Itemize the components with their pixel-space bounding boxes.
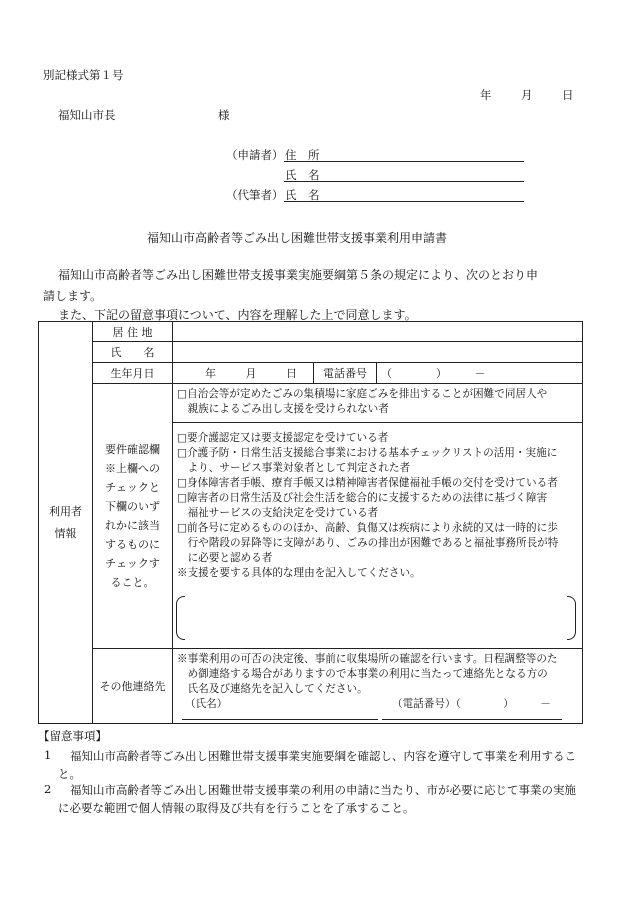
- requirements-title: 要件確認欄: [105, 443, 160, 456]
- user-info-table: [38, 321, 583, 724]
- side-label-line-1: 利用者: [49, 504, 82, 518]
- req-note-6: チェックす: [105, 557, 160, 570]
- applicant-address-label: 住 所: [285, 148, 320, 162]
- req-note-2: チェックと: [105, 481, 160, 494]
- phone-field[interactable]: （ ） －: [377, 363, 583, 384]
- birth-day: 日: [286, 367, 297, 380]
- date-day: 日: [562, 88, 574, 102]
- other-contact-line-2: め御連絡する場合がありますので本事業の利用に当たって連絡先となる方の: [177, 668, 548, 680]
- condition-other-cont-1: 行や階段の昇降等に支障があり、ごみの排出が困難であると福祉事務所長が特: [177, 537, 559, 549]
- proxy-name-label: 氏 名: [285, 188, 320, 202]
- bracket-left: [176, 596, 185, 640]
- side-label-line-2: 情報: [54, 526, 77, 540]
- contact-phone-line[interactable]: [382, 719, 562, 720]
- reason-note: ※支援を要する具体的な理由を記入してください。: [177, 567, 421, 579]
- condition-disability-service-cont: 福祉サービスの支給決定を受けている者: [177, 507, 379, 519]
- contact-input-row: [177, 697, 578, 713]
- date-year: 年: [480, 88, 492, 102]
- condition-care-cert[interactable]: □要介護認定又は要支援認定を受けている者: [177, 432, 389, 444]
- conditions-list: [173, 423, 582, 581]
- birth-month: 月: [245, 367, 257, 380]
- condition-disability-service[interactable]: □障害者の日常生活及び社会生活を総合的に支援するための法律に基づく障害: [177, 492, 548, 504]
- applicant-name-line[interactable]: [284, 181, 524, 182]
- note-1-line-1: 福知山市高齢者等ごみ出し困難世帯支援事業実施要綱を確認し、内容を遵守して事業を利用するこ: [70, 749, 576, 763]
- other-contact-line-1: ※事業利用の可否の決定後、事前に収集場所の確認を行います。日程調整等のた: [177, 653, 558, 665]
- requirements-label: [93, 384, 173, 649]
- reason-input-box[interactable]: [176, 596, 576, 638]
- condition-checklist-cont: より、サービス事業対象者として判定された者: [177, 462, 411, 474]
- req-note-5: するものに: [105, 538, 160, 551]
- contact-phone-label: （電話番号）（ ） －: [392, 698, 551, 710]
- other-contact-label: その他連絡先: [93, 649, 173, 724]
- name-field[interactable]: [173, 342, 583, 363]
- proxy-name-line[interactable]: [284, 201, 524, 202]
- notes-heading: 【留意事項】: [38, 729, 107, 743]
- contact-name-line[interactable]: [182, 719, 378, 720]
- intro-line-1: 福知山市高齢者等ごみ出し困難世帯支援事業実施要綱第５条の規定により、次のとおり申: [58, 268, 539, 282]
- proxy-label: （代筆者）: [226, 188, 284, 202]
- req-note-3: 下欄のいず: [105, 500, 160, 513]
- user-info-side-label: [39, 322, 93, 724]
- applicant-address-line[interactable]: [284, 161, 524, 162]
- intro-line-3: また、下記の留意事項について、内容を理解した上で同意します。: [58, 308, 417, 322]
- condition-other[interactable]: □前各号に定めるもののほか、高齢、負傷又は疾病により永続的又は一時的に歩: [177, 522, 558, 534]
- note-2-num: 2: [44, 782, 52, 796]
- name-label: 氏 名: [93, 342, 173, 363]
- condition-top-line-1: □自治会等が定めたごみの集積場に家庭ごみを排出することが困難で同居人や: [177, 388, 548, 400]
- contact-name-label: （氏名）: [185, 698, 228, 710]
- condition-other-cont-2: に必要と認める者: [177, 552, 273, 564]
- date-month: 月: [521, 88, 533, 102]
- condition-disability-book[interactable]: □身体障害者手帳、療育手帳又は精神障害者保健福祉手帳の交付を受けている者: [177, 477, 558, 489]
- form-title: 福知山市高齢者等ごみ出し困難世帯支援事業利用申請書: [147, 231, 448, 245]
- applicant-name-label: 氏 名: [285, 168, 320, 182]
- condition-checklist[interactable]: □介護予防・日常生活支援総合事業における基本チェックリストの活用・実施に: [177, 447, 558, 459]
- note-1-num: 1: [44, 748, 52, 762]
- addressee-honorific: 様: [218, 108, 230, 122]
- birth-label: 生年月日: [93, 363, 173, 384]
- condition-top[interactable]: [173, 384, 582, 423]
- condition-top-line-2: 親族によるごみ出し支援を受けられない者: [177, 403, 389, 415]
- req-note-1: ※上欄への: [105, 462, 160, 475]
- note-2-line-2: に必要な範囲で個人情報の取得及び共有を行うことを了承すること。: [58, 801, 415, 815]
- applicant-label: （申請者）: [226, 148, 284, 162]
- addressee-name: 福知山市長: [58, 108, 116, 122]
- residence-label: 居 住 地: [93, 322, 173, 342]
- intro-line-2: 請します。: [43, 289, 103, 303]
- req-note-7: ること。: [110, 576, 155, 589]
- phone-label: 電話番号: [314, 363, 377, 384]
- req-note-4: れかに該当: [105, 519, 160, 532]
- other-contact-content: [173, 649, 583, 724]
- note-2-line-1: 福知山市高齢者等ごみ出し困難世帯支援事業の利用の申請に当たり、市が必要に応じて事業の実施: [70, 783, 576, 797]
- other-contact-line-3: 氏名及び連絡先を記入してください。: [177, 683, 368, 695]
- birth-field[interactable]: [173, 363, 314, 384]
- residence-field[interactable]: [173, 322, 583, 342]
- form-number: 別記様式第１号: [43, 68, 124, 82]
- note-1-line-2: と。: [58, 767, 81, 781]
- birth-year: 年: [205, 367, 216, 380]
- bracket-right: [567, 596, 576, 640]
